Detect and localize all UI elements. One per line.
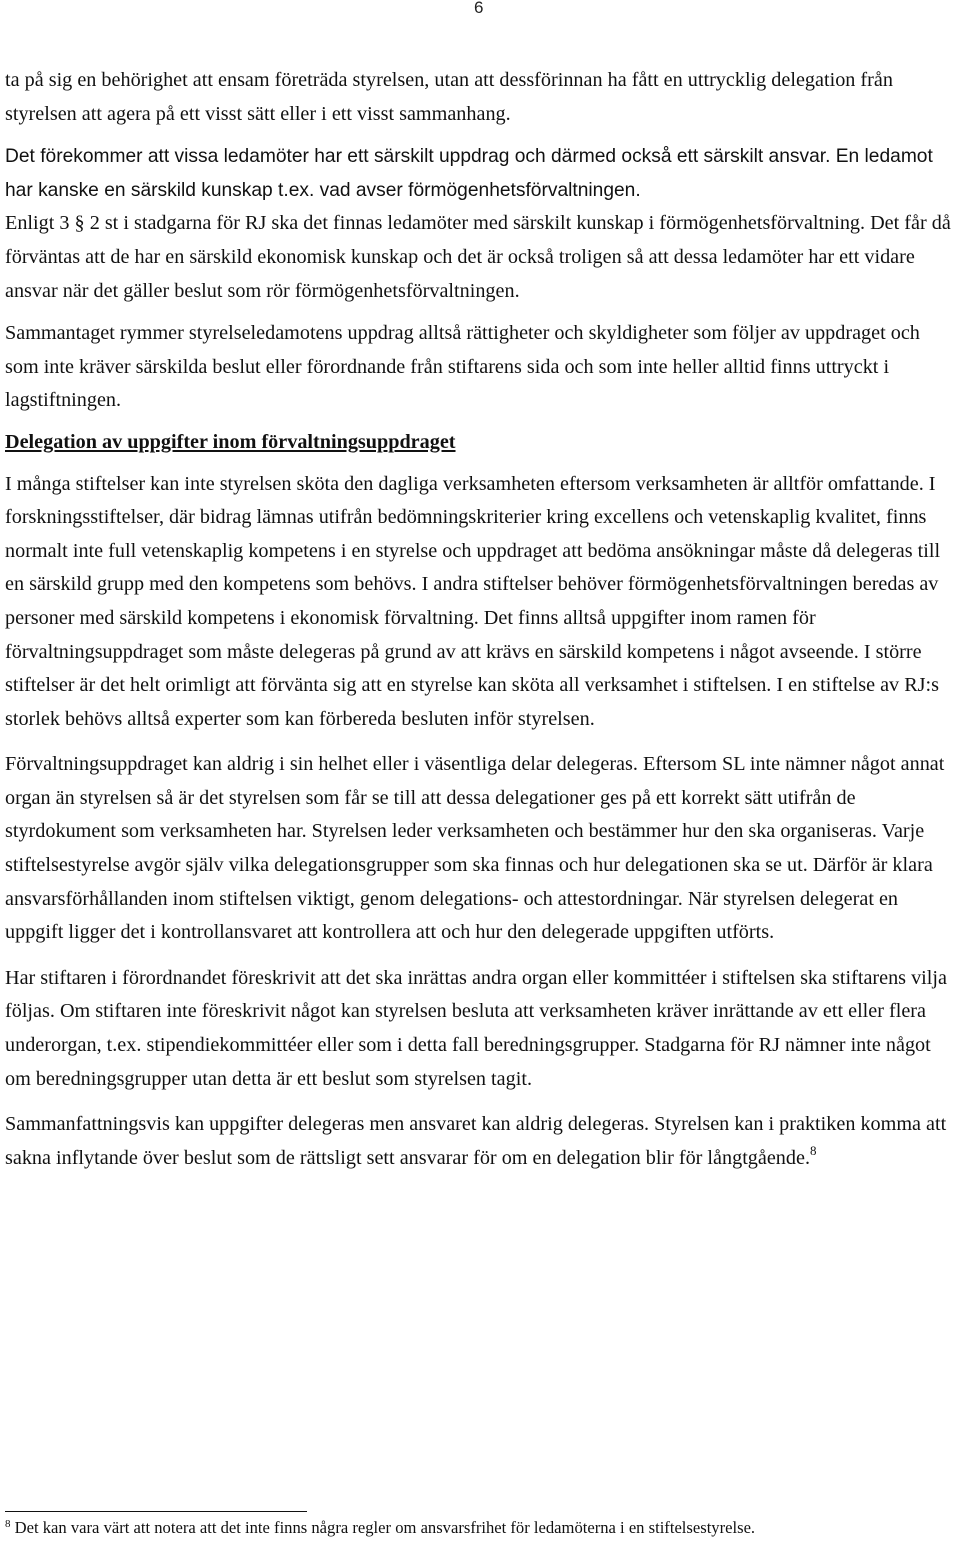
paragraph-statute-b: 2 st i stadgarna för RJ ska det finnas ledamöter med särskilt kunskap i förmögenhetsförvaltning. Det får då förväntas att de har en särskild ekonomisk kunskap och det är också troligen så att dessa ledamöter har ett vidare ansvar när det gäller beslut som rör förmögenhetsförvaltningen.: [5, 212, 951, 302]
paragraph-special-assignment-sans: Det förekommer att vissa ledamöter har ett särskilt uppdrag och därmed också ett särskilt ansvar. En ledamot har kanske en särskild kunskap t.ex. vad avser förmögenhetsförvaltningen.: [5, 146, 933, 201]
paragraph-conclusion-text: Sammanfattningsvis kan uppgifter delegeras men ansvaret kan aldrig delegeras. Styrelsen kan i praktiken komma att sakna inflytande över beslut som de rättsligt sett ansvarar för om en delegation blir för långtgående.: [5, 1113, 947, 1169]
footnote: [5, 1517, 960, 1539]
section-heading: Delegation av uppgifter inom förvaltningsuppdraget: [5, 430, 456, 453]
footnote-divider: [5, 1511, 307, 1512]
paragraph-special-assignment: [5, 140, 955, 308]
paragraph-delegation-intro: ta på sig en behörighet att ensam företräda styrelsen, utan att dessförinnan ha fått en uttrycklig delegation från styrelsen att agera på ett visst sätt eller i ett visst sammanhang.: [5, 69, 893, 125]
footnote-marker: 8: [5, 1518, 11, 1530]
paragraph-conclusion: [5, 1108, 955, 1175]
paragraph-delegation-need: I många stiftelser kan inte styrelsen sköta den dagliga verksamheten eftersom verksamheten är alltför omfattande. I forskningsstiftelser, där bidrag lämnas utifrån bedömningskriterier kring excellens och vetenskaplig kvalitet, finns normalt inte full vetenskaplig kompetens i en styrelse och uppdraget att bedöma ansökningar måste då delegeras till en särskild grupp med den kompetens som behövs. I andra stiftelser behöver förmögenhetsförvaltningen beredas av personer med särskild kompetens i ekonomisk förvaltning. Det finns alltså uppgifter inom ramen för förvaltningsuppdraget som måste delegeras på grund av att krävs en särskild kompetens i något avseende. I större stiftelser är det helt orimligt att förvänta sig att en styrelse kan sköta all verksamhet i stiftelsen. I en stiftelse av RJ:s storlek behövs alltså experter som kan förbereda besluten inför styrelsen.: [5, 472, 941, 730]
paragraph-statute-a: Enligt 3: [5, 212, 75, 235]
footnote-text: Det kan vara värt att notera att det inte finns några regler om ansvarsfrihet för ledamöterna i en stiftelsestyrelse.: [10, 1518, 756, 1537]
paragraph-founder-directive: Har stiftaren i förordnandet föreskrivit att det ska inrättas andra organ eller kommittéer i stiftelsen ska stiftarens vilja följas. Om stiftaren inte föreskrivit något kan styrelsen besluta att verksamheten kräver inrättande av ett eller flera underorgan, t.ex. stipendiekommittéer eller som i detta fall beredningsgrupper. Stadgarna för RJ nämner inte något om beredningsgrupper utan detta är ett beslut som styrelsen tagit.: [5, 966, 947, 1090]
document-body: [5, 64, 955, 1175]
paragraph-management-mandate: Förvaltningsuppdraget kan aldrig i sin helhet eller i väsentliga delar delegeras. Eftersom SL inte nämner något annat organ än styrelsen så är det styrelsen som får se till att dessa delegationer ges på ett korrekt sätt utifrån de styrdokument som verksamheten har. Styrelsen leder verksamheten och bestämmer hur den ska organiseras. Varje stiftelsestyrelse avgör själv vilka delegationsgrupper som ska finnas och hur delegationen ska se ut. Därför är klara ansvarsförhållanden inom stiftelsen viktigt, genom delegations- och attestordningar. När styrelsen delegerat en uppgift ligger det i kontrollansvaret att kontrollera att och hur den delegerade uppgiften utförts.: [5, 753, 945, 944]
section-sign: §: [74, 212, 85, 235]
paragraph-summary-rights: Sammantaget rymmer styrelseledamotens uppdrag alltså rättigheter och skyldigheter som följer av uppdraget och som inte kräver särskilda beslut eller förordnande från stiftarens sida och som inte heller alltid finns uttryckt i lagstiftningen.: [5, 322, 920, 412]
footnote-reference[interactable]: 8: [810, 1142, 817, 1158]
page-number: 6: [474, 0, 484, 17]
